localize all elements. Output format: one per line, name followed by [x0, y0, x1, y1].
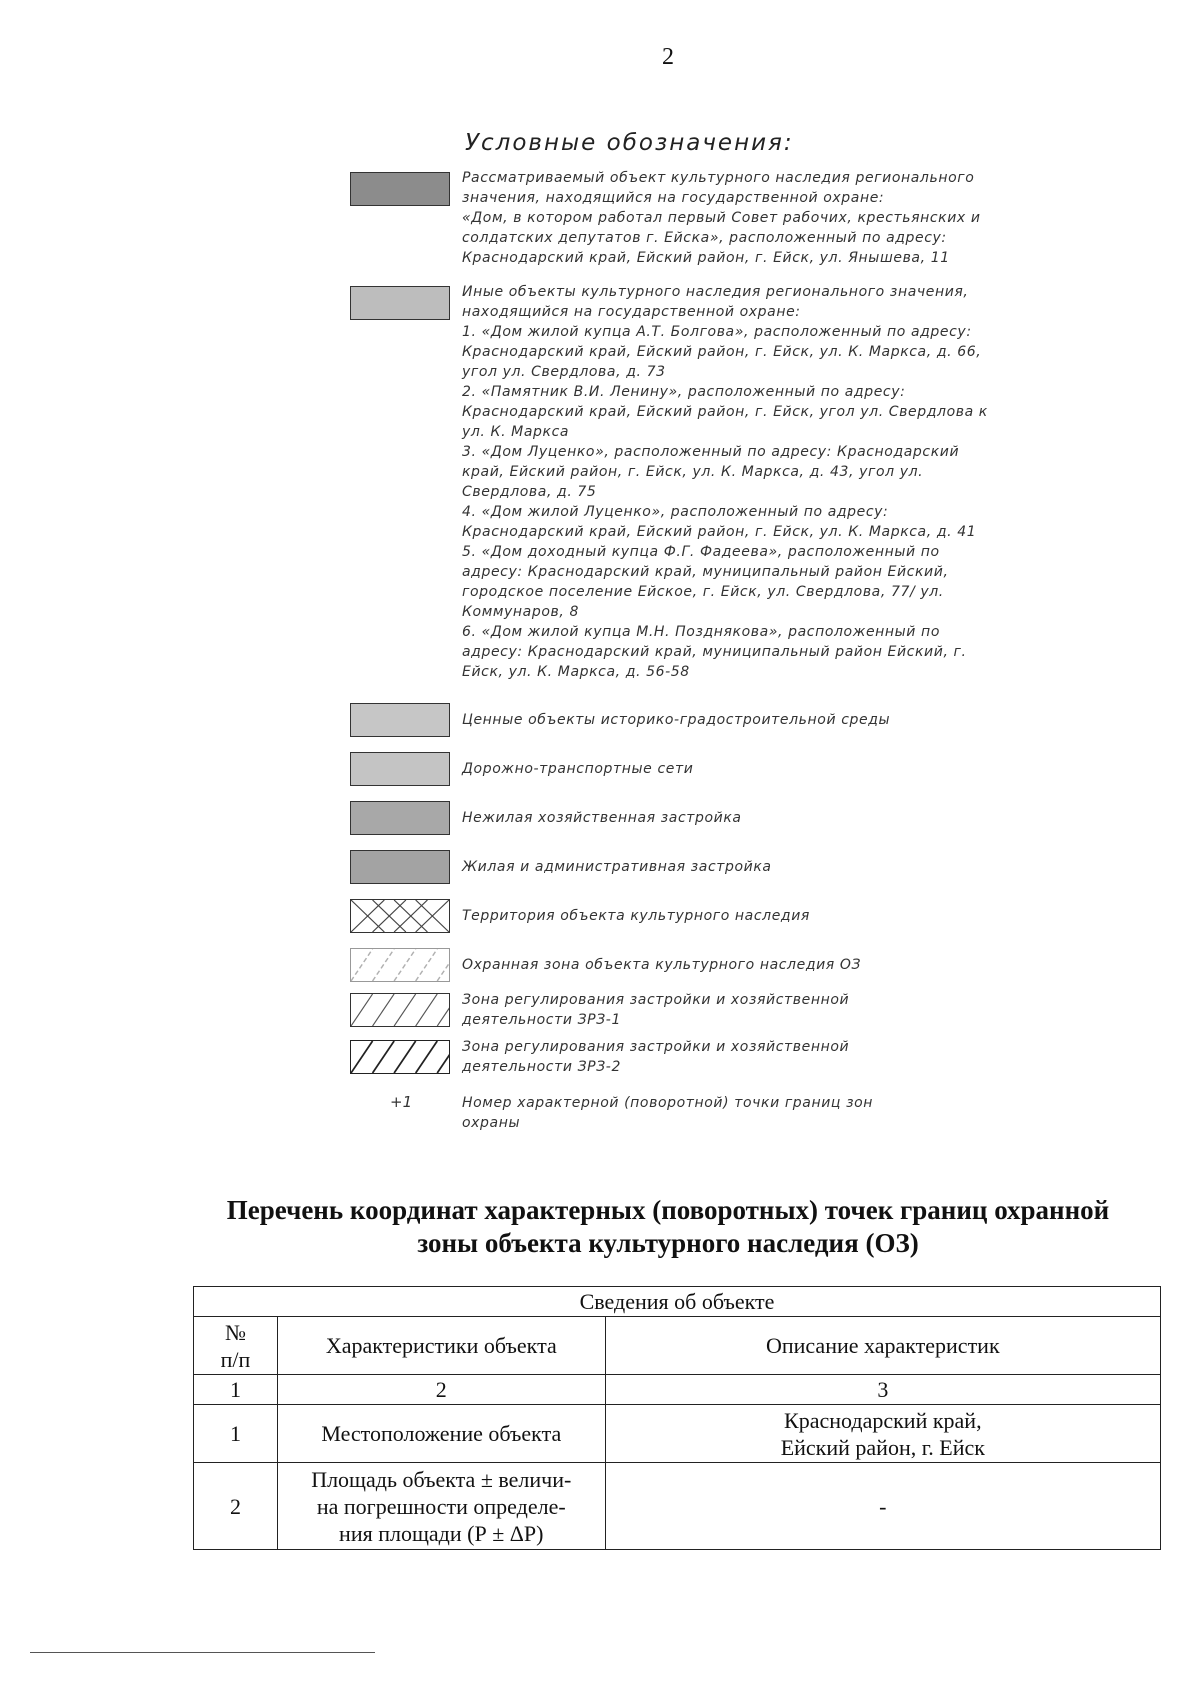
- legend-text: Нежилая хозяйственная застройка: [462, 810, 742, 826]
- legend-title: Условные обозначения:: [465, 130, 794, 156]
- row-characteristic: Площадь объекта ± величи- на погрешности определе- ния площади (Р ± ΔР): [277, 1463, 605, 1550]
- row-description: -: [605, 1463, 1160, 1550]
- table-header-row: [194, 1317, 1161, 1375]
- swatch-solid-mid: [350, 801, 450, 835]
- swatch-hatch-dark: [350, 1040, 450, 1074]
- swatch-solid-dark: [350, 172, 450, 206]
- section-title: Перечень координат характерных (поворотных) точек границ охранной зоны объекта культурного наследия (ОЗ): [226, 1195, 1110, 1258]
- numbering-cell: 1: [194, 1375, 278, 1405]
- row-number: 2: [194, 1463, 278, 1550]
- legend-text: Ценные объекты историко-градостроительной среды: [462, 712, 891, 728]
- swatch-hatch-light: [350, 948, 450, 982]
- legend-text: Зона регулирования застройки и хозяйственной деятельности ЗРЗ-2: [462, 1039, 850, 1075]
- row-characteristic: Местоположение объекта: [277, 1405, 605, 1463]
- page-number: 2: [662, 44, 674, 70]
- legend-text: Зона регулирования застройки и хозяйственной деятельности ЗРЗ-1: [462, 992, 850, 1028]
- row-number: 1: [194, 1405, 278, 1463]
- footnote-rule: [30, 1652, 375, 1653]
- swatch-solid-pale: [350, 703, 450, 737]
- point-marker-symbol: +1: [390, 1093, 413, 1111]
- header-number: № п/п: [194, 1317, 278, 1375]
- swatch-solid-pale2: [350, 752, 450, 786]
- numbering-cell: 3: [605, 1375, 1160, 1405]
- table-row: [194, 1463, 1161, 1550]
- table-caption: Сведения об объекте: [194, 1287, 1161, 1317]
- swatch-solid-light: [350, 286, 450, 320]
- swatch-hatch-medium: [350, 993, 450, 1027]
- legend-text: Рассматриваемый объект культурного наследия регионального значения, находящийся на государственной охране: «Дом, в котором работал первый Совет рабочих, крестьянских и солдатских депутатов г. Ейска», расположенный по адресу: Краснодарский край, Ейский район, г. Ейск, ул. Янышева, 11: [462, 170, 981, 266]
- legend-text: Дорожно-транспортные сети: [462, 761, 694, 777]
- header-description: Описание характеристик: [605, 1317, 1160, 1375]
- legend-text: Охранная зона объекта культурного наследия ОЗ: [462, 957, 862, 973]
- legend-text: Территория объекта культурного наследия: [462, 908, 810, 924]
- table-numbering-row: [194, 1375, 1161, 1405]
- legend-text: Иные объекты культурного наследия регионального значения, находящийся на государственной охране: 1. «Дом жилой купца А.Т. Болгова», расположенный по адресу: Краснодарский край, Ейский район, г. Ейск, ул. К. Маркса, д. 66, угол ул. Свердлова, д. 73 2. «Памятник В.И. Ленину», расположенный по адресу: Краснодарский край, Ейский район, г. Ейск, угол ул. Свердлова к ул. К. Маркса 3. «Дом Луценко», расположенный по адресу: Краснодарский край, Ейский район, г. Ейск, ул. К. Маркса, д. 43, угол ул. Свердлова, д. 75 4. «Дом жилой Луценко», расположенный по адресу: Краснодарский край, Ейский район, г. Ейск, ул. К. Маркса, д. 41 5. «Дом доходный купца Ф.Г. Фадеева», расположенный по адресу: Краснодарский край, муниципальный район Ейский, городское поселение Ейское, г. Ейск, ул. Свердлова, 77/ ул. Коммунаров, 8 6. «Дом жилой купца М.Н. Позднякова», расположенный по адресу: Краснодарский край, муниципальный район Ейский, г. Ейск, ул. К. Маркса, д. 56-58: [462, 284, 988, 680]
- legend-text: Номер характерной (поворотной) точки границ зон охраны: [462, 1095, 874, 1131]
- row-description: Краснодарский край, Ейский район, г. Ейск: [605, 1405, 1160, 1463]
- numbering-cell: 2: [277, 1375, 605, 1405]
- header-characteristic: Характеристики объекта: [277, 1317, 605, 1375]
- swatch-cross-hatch: [350, 899, 450, 933]
- swatch-solid-mid2: [350, 850, 450, 884]
- object-info-table: [193, 1286, 1161, 1550]
- table-row: [194, 1405, 1161, 1463]
- legend-text: Жилая и административная застройка: [462, 859, 772, 875]
- table-caption-row: [194, 1287, 1161, 1317]
